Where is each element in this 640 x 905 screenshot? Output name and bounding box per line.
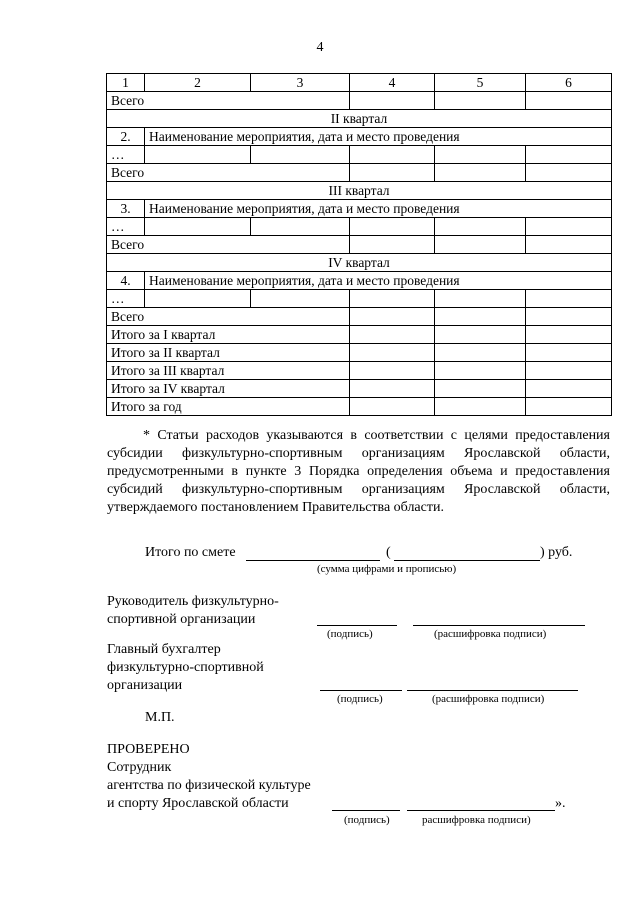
header-cell: 3 xyxy=(251,74,350,92)
checked-decode-line xyxy=(407,810,555,811)
head-label-line2: спортивной организации xyxy=(107,612,256,627)
total-label: Всего xyxy=(107,92,350,110)
quarter-title: IV квартал xyxy=(107,254,612,272)
header-cell: 6 xyxy=(526,74,612,92)
ellipsis-cell: … xyxy=(107,218,145,236)
event-number: 3. xyxy=(107,200,145,218)
accountant-decode-caption: (расшифровка подписи) xyxy=(432,693,545,705)
event-row xyxy=(107,128,612,146)
quarter-heading-row xyxy=(107,110,612,128)
itog-row xyxy=(107,344,612,362)
checked-sign-line xyxy=(332,810,400,811)
head-sign-caption: (подпись) xyxy=(327,628,373,640)
checked-title: ПРОВЕРЕНО xyxy=(107,742,190,757)
itog-row xyxy=(107,398,612,416)
event-row xyxy=(107,272,612,290)
checked-decode-caption: расшифровка подписи) xyxy=(422,814,531,826)
rub-suffix: ) руб. xyxy=(540,545,573,560)
ellipsis-cell: … xyxy=(107,290,145,308)
accountant-decode-line xyxy=(407,690,578,691)
accountant-sign-line xyxy=(320,690,402,691)
footnote xyxy=(107,427,610,517)
total-label: Всего xyxy=(107,236,350,254)
quarter-heading-row xyxy=(107,254,612,272)
event-number: 4. xyxy=(107,272,145,290)
event-name: Наименование мероприятия, дата и место проведения xyxy=(145,200,612,218)
itog-row xyxy=(107,362,612,380)
total-label: Всего xyxy=(107,164,350,182)
checked-line1: Сотрудник xyxy=(107,760,172,775)
header-cell: 4 xyxy=(350,74,435,92)
amount-digits-line xyxy=(246,560,380,561)
footnote-text: * Статьи расходов указываются в соответствии с целями предоставления субсидии физкультурно-спортивным организациям Ярославской области, предусмотренными в пункте 3 Порядка определения объема и предоставления субсидий физкультурно-спортивным организациям Ярославской области, утверждаемого постановлением Правительства области. xyxy=(107,428,610,515)
total-label: Всего xyxy=(107,308,350,326)
ellipsis-row xyxy=(107,146,612,164)
estimate-total-label: Итого по смете xyxy=(145,545,236,560)
total-row xyxy=(107,236,612,254)
itog-row xyxy=(107,326,612,344)
accountant-sign-caption: (подпись) xyxy=(337,693,383,705)
head-label-line1: Руководитель физкультурно- xyxy=(107,594,279,609)
accountant-line1: Главный бухгалтер xyxy=(107,642,221,657)
event-name: Наименование мероприятия, дата и место проведения xyxy=(145,272,612,290)
head-decode-line xyxy=(413,625,585,626)
itog-label: Итого за III квартал xyxy=(107,362,350,380)
itog-label: Итого за IV квартал xyxy=(107,380,350,398)
quarter-title: III квартал xyxy=(107,182,612,200)
header-cell: 1 xyxy=(107,74,145,92)
header-row xyxy=(107,74,612,92)
event-name: Наименование мероприятия, дата и место проведения xyxy=(145,128,612,146)
event-number: 2. xyxy=(107,128,145,146)
checked-sign-caption: (подпись) xyxy=(344,814,390,826)
quarter-heading-row xyxy=(107,182,612,200)
accountant-line2: физкультурно-спортивной xyxy=(107,660,264,675)
itog-label: Итого за год xyxy=(107,398,350,416)
stamp-place: М.П. xyxy=(145,710,175,725)
accountant-line3: организации xyxy=(107,678,183,693)
amount-words-line xyxy=(394,560,540,561)
header-cell: 2 xyxy=(145,74,251,92)
amount-caption: (сумма цифрами и прописью) xyxy=(317,563,457,575)
checked-line3: и спорту Ярославской области xyxy=(107,796,289,811)
page-number: 4 xyxy=(316,40,324,55)
itog-row xyxy=(107,380,612,398)
ellipsis-row xyxy=(107,218,612,236)
head-sign-line xyxy=(317,625,397,626)
quarter-title: II квартал xyxy=(107,110,612,128)
checked-line2: агентства по физической культуре xyxy=(107,778,311,793)
total-row xyxy=(107,92,612,110)
itog-label: Итого за II квартал xyxy=(107,344,350,362)
budget-table xyxy=(106,73,612,416)
total-row xyxy=(107,308,612,326)
ellipsis-row xyxy=(107,290,612,308)
header-cell: 5 xyxy=(435,74,526,92)
total-row xyxy=(107,164,612,182)
head-decode-caption: (расшифровка подписи) xyxy=(434,628,547,640)
ellipsis-cell: … xyxy=(107,146,145,164)
event-row xyxy=(107,200,612,218)
paren-open: ( xyxy=(386,545,391,560)
closing-quote: ». xyxy=(555,796,566,811)
itog-label: Итого за I квартал xyxy=(107,326,350,344)
